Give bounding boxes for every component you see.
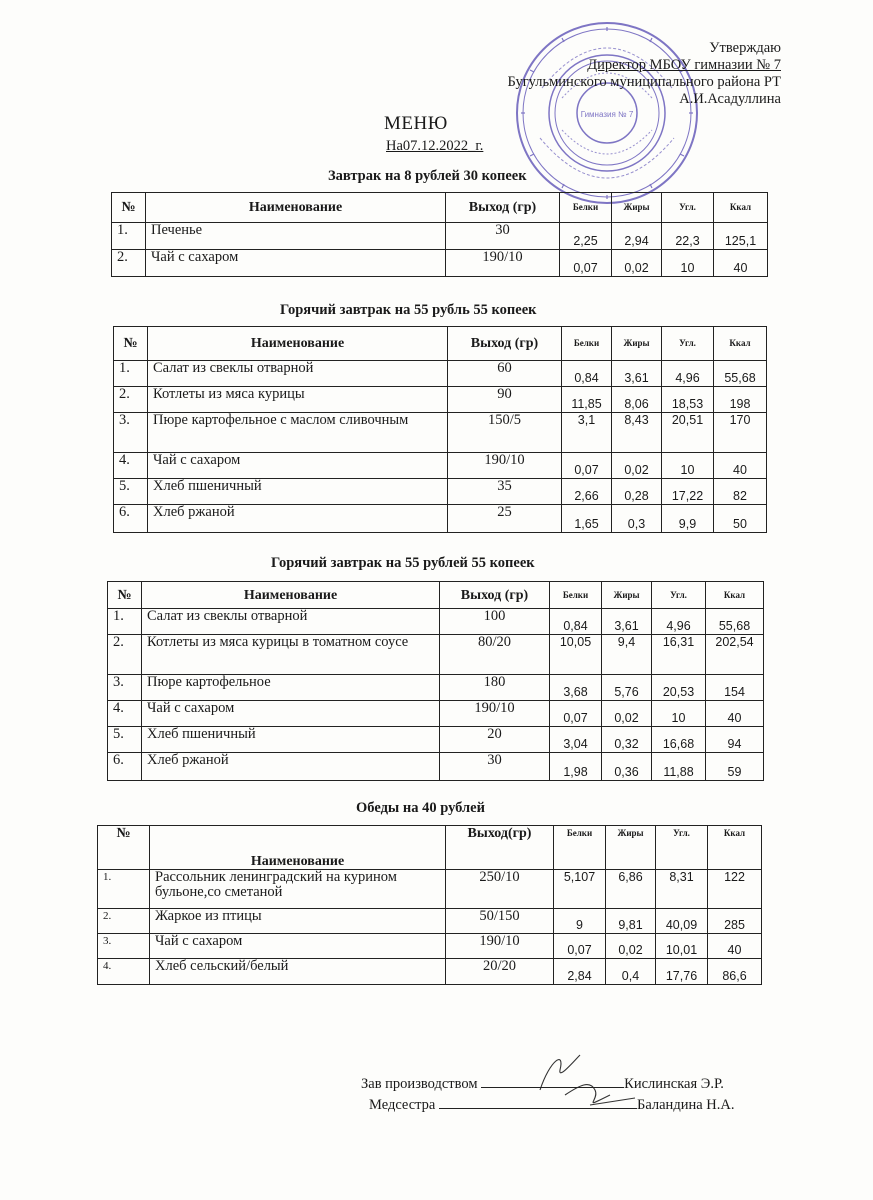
section-title: Завтрак на 8 рублей 30 копеек (328, 168, 527, 184)
dish-output: 90 (448, 387, 562, 413)
col-output: Выход (гр) (440, 582, 550, 609)
dish-protein: 3,68 (550, 675, 602, 701)
col-fat: Жиры (606, 826, 656, 870)
dish-output: 190/10 (440, 701, 550, 727)
dish-kcal: 55,68 (714, 361, 767, 387)
table-row (98, 870, 762, 909)
table-row (98, 934, 762, 959)
dish-output: 50/150 (446, 909, 554, 934)
dish-output: 30 (440, 753, 550, 781)
section-title: Горячий завтрак на 55 рубль 55 копеек (280, 302, 537, 318)
section-title: Обеды на 40 рублей (356, 800, 485, 816)
dish-name: Салат из свеклы отварной (148, 361, 448, 387)
dish-protein: 0,07 (550, 701, 602, 727)
col-protein: Белки (560, 193, 612, 223)
dish-name: Хлеб пшеничный (148, 479, 448, 505)
col-fat: Жиры (612, 193, 662, 223)
col-output: Выход(гр) (446, 826, 554, 870)
signature-person: Кислинская Э.Р. (624, 1076, 724, 1092)
dish-kcal: 170 (714, 413, 767, 453)
col-carbs: Угл. (662, 193, 714, 223)
dish-protein: 5,107 (554, 870, 606, 909)
dish-kcal: 82 (714, 479, 767, 505)
menu-table (113, 326, 767, 533)
table-row (98, 959, 762, 985)
dish-kcal: 202,54 (706, 635, 764, 675)
col-carbs: Угл. (652, 582, 706, 609)
dish-name: Чай с сахаром (142, 701, 440, 727)
dish-kcal: 50 (714, 505, 767, 533)
col-number: № (108, 582, 142, 609)
table-row (114, 361, 767, 387)
dish-name: Котлеты из мяса курицы в томатном соусе (142, 635, 440, 675)
dish-protein: 2,25 (560, 223, 612, 250)
dish-fat: 0,02 (612, 453, 662, 479)
dish-output: 180 (440, 675, 550, 701)
dish-output: 80/20 (440, 635, 550, 675)
dish-protein: 2,84 (554, 959, 606, 985)
dish-name: Котлеты из мяса курицы (148, 387, 448, 413)
dish-name: Чай с сахаром (146, 250, 446, 277)
dish-carbs: 11,88 (652, 753, 706, 781)
dish-fat: 0,02 (606, 934, 656, 959)
dish-carbs: 20,53 (652, 675, 706, 701)
dish-kcal: 94 (706, 727, 764, 753)
dish-output: 25 (448, 505, 562, 533)
dish-output: 190/10 (446, 250, 560, 277)
section-title: Горячий завтрак на 55 рублей 55 копеек (271, 555, 535, 571)
dish-kcal: 198 (714, 387, 767, 413)
dish-kcal: 40 (714, 453, 767, 479)
dish-kcal: 285 (708, 909, 762, 934)
dish-kcal: 122 (708, 870, 762, 909)
approval-block (508, 40, 782, 108)
dish-carbs: 10,01 (656, 934, 708, 959)
table-row (108, 727, 764, 753)
row-number: 3. (98, 934, 150, 959)
dish-kcal: 154 (706, 675, 764, 701)
dish-carbs: 40,09 (656, 909, 708, 934)
menu-table (111, 192, 768, 277)
table-row (114, 505, 767, 533)
dish-protein: 0,84 (550, 609, 602, 635)
row-number: 6. (114, 505, 148, 533)
dish-output: 35 (448, 479, 562, 505)
dish-fat: 5,76 (602, 675, 652, 701)
dish-output: 190/10 (446, 934, 554, 959)
dish-carbs: 4,96 (662, 361, 714, 387)
table-row (114, 387, 767, 413)
col-name: Наименование (150, 826, 446, 870)
dish-kcal: 59 (706, 753, 764, 781)
row-number: 5. (114, 479, 148, 505)
table-row (114, 413, 767, 453)
dish-fat: 8,43 (612, 413, 662, 453)
dish-output: 20/20 (446, 959, 554, 985)
dish-output: 30 (446, 223, 560, 250)
approval-line: Директор МБОУ гимназии № 7 (587, 57, 781, 73)
signature-role: Медсестра (369, 1097, 436, 1113)
table-row (108, 753, 764, 781)
dish-protein: 0,07 (562, 453, 612, 479)
dish-fat: 3,61 (612, 361, 662, 387)
col-number: № (98, 826, 150, 870)
dish-fat: 0,02 (612, 250, 662, 277)
dish-fat: 0,4 (606, 959, 656, 985)
menu-table (107, 581, 764, 781)
dish-carbs: 8,31 (656, 870, 708, 909)
row-number: 1. (98, 870, 150, 909)
dish-carbs: 17,76 (656, 959, 708, 985)
dish-protein: 3,1 (562, 413, 612, 453)
dish-fat: 3,61 (602, 609, 652, 635)
dish-protein: 1,65 (562, 505, 612, 533)
dish-fat: 6,86 (606, 870, 656, 909)
row-number: 4. (98, 959, 150, 985)
col-kcal: Ккал (714, 327, 767, 361)
dish-carbs: 22,3 (662, 223, 714, 250)
dish-name: Рассольник ленинградский на курином бульоне,со сметаной (150, 870, 446, 909)
dish-name: Хлеб ржаной (148, 505, 448, 533)
dish-carbs: 16,31 (652, 635, 706, 675)
dish-fat: 0,3 (612, 505, 662, 533)
row-number: 1. (108, 609, 142, 635)
dish-name: Жаркое из птицы (150, 909, 446, 934)
table-row (108, 675, 764, 701)
col-name: Наименование (142, 582, 440, 609)
dish-fat: 0,32 (602, 727, 652, 753)
signature-line (361, 1074, 724, 1093)
dish-kcal: 40 (708, 934, 762, 959)
dish-protein: 3,04 (550, 727, 602, 753)
dish-output: 250/10 (446, 870, 554, 909)
dish-protein: 0,84 (562, 361, 612, 387)
page-title: МЕНЮ (384, 113, 448, 134)
signature-person: Баландина Н.А. (637, 1097, 735, 1113)
row-number: 5. (108, 727, 142, 753)
table-header-row (98, 826, 762, 870)
col-number: № (114, 327, 148, 361)
dish-protein: 11,85 (562, 387, 612, 413)
dish-fat: 0,02 (602, 701, 652, 727)
row-number: 2. (108, 635, 142, 675)
col-kcal: Ккал (708, 826, 762, 870)
row-number: 1. (114, 361, 148, 387)
dish-name: Пюре картофельное с маслом сливочным (148, 413, 448, 453)
col-carbs: Угл. (662, 327, 714, 361)
dish-fat: 9,81 (606, 909, 656, 934)
approval-line: Бугульминского муниципального района РТ (507, 74, 781, 90)
dish-fat: 2,94 (612, 223, 662, 250)
dish-name: Хлеб ржаной (142, 753, 440, 781)
col-output: Выход (гр) (446, 193, 560, 223)
menu-date: На07.12.2022_г. (386, 138, 484, 154)
dish-carbs: 18,53 (662, 387, 714, 413)
dish-name: Хлеб сельский/белый (150, 959, 446, 985)
row-number: 2. (114, 387, 148, 413)
dish-output: 100 (440, 609, 550, 635)
table-header-row (112, 193, 768, 223)
dish-output: 150/5 (448, 413, 562, 453)
dish-output: 20 (440, 727, 550, 753)
row-number: 4. (108, 701, 142, 727)
dish-protein: 9 (554, 909, 606, 934)
table-header-row (108, 582, 764, 609)
dish-protein: 0,07 (560, 250, 612, 277)
dish-name: Пюре картофельное (142, 675, 440, 701)
dish-carbs: 10 (662, 250, 714, 277)
approval-line: Утверждаю (709, 40, 781, 56)
dish-name: Чай с сахаром (150, 934, 446, 959)
approval-line: А.И.Асадуллина (679, 91, 781, 107)
table-row (114, 479, 767, 505)
row-number: 3. (108, 675, 142, 701)
row-number: 4. (114, 453, 148, 479)
col-kcal: Ккал (714, 193, 768, 223)
col-protein: Белки (550, 582, 602, 609)
row-number: 2. (98, 909, 150, 934)
table-row (108, 635, 764, 675)
dish-carbs: 20,51 (662, 413, 714, 453)
dish-kcal: 55,68 (706, 609, 764, 635)
dish-kcal: 40 (706, 701, 764, 727)
dish-carbs: 4,96 (652, 609, 706, 635)
table-row (108, 609, 764, 635)
table-row (98, 909, 762, 934)
dish-kcal: 86,6 (708, 959, 762, 985)
dish-fat: 8,06 (612, 387, 662, 413)
col-fat: Жиры (602, 582, 652, 609)
dish-name: Салат из свеклы отварной (142, 609, 440, 635)
dish-kcal: 40 (714, 250, 768, 277)
dish-carbs: 10 (662, 453, 714, 479)
dish-kcal: 125,1 (714, 223, 768, 250)
col-kcal: Ккал (706, 582, 764, 609)
row-number: 2. (112, 250, 146, 277)
col-output: Выход (гр) (448, 327, 562, 361)
row-number: 1. (112, 223, 146, 250)
dish-output: 60 (448, 361, 562, 387)
dish-protein: 10,05 (550, 635, 602, 675)
dish-carbs: 9,9 (662, 505, 714, 533)
dish-carbs: 10 (652, 701, 706, 727)
col-fat: Жиры (612, 327, 662, 361)
menu-table (97, 825, 762, 985)
col-carbs: Угл. (656, 826, 708, 870)
dish-fat: 0,28 (612, 479, 662, 505)
dish-protein: 0,07 (554, 934, 606, 959)
col-number: № (112, 193, 146, 223)
row-number: 6. (108, 753, 142, 781)
table-row (114, 453, 767, 479)
stamp-center-text: Гимназия № 7 (580, 110, 634, 119)
col-protein: Белки (562, 327, 612, 361)
row-number: 3. (114, 413, 148, 453)
table-row (108, 701, 764, 727)
dish-name: Печенье (146, 223, 446, 250)
signature-role: Зав производством (361, 1076, 478, 1092)
table-row (112, 250, 768, 277)
table-header-row (114, 327, 767, 361)
dish-fat: 0,36 (602, 753, 652, 781)
dish-carbs: 16,68 (652, 727, 706, 753)
col-name: Наименование (146, 193, 446, 223)
dish-fat: 9,4 (602, 635, 652, 675)
col-protein: Белки (554, 826, 606, 870)
dish-carbs: 17,22 (662, 479, 714, 505)
signature-line (369, 1095, 734, 1114)
dish-protein: 1,98 (550, 753, 602, 781)
dish-output: 190/10 (448, 453, 562, 479)
col-name: Наименование (148, 327, 448, 361)
dish-protein: 2,66 (562, 479, 612, 505)
dish-name: Хлеб пшеничный (142, 727, 440, 753)
dish-name: Чай с сахаром (148, 453, 448, 479)
table-row (112, 223, 768, 250)
